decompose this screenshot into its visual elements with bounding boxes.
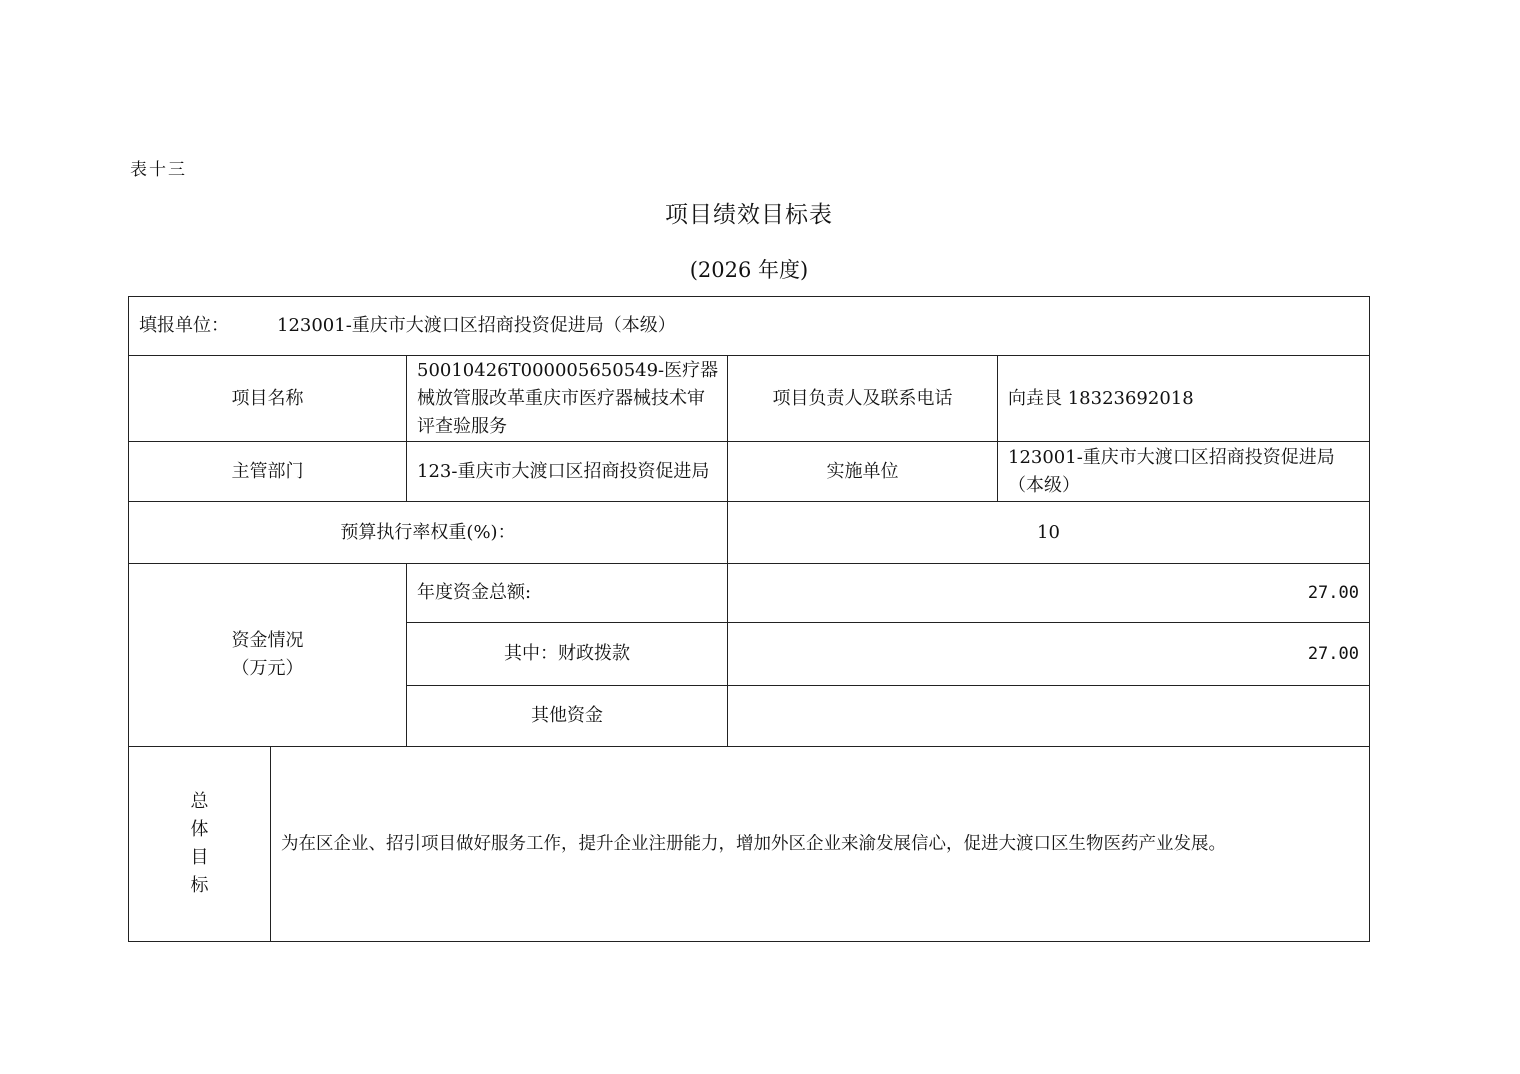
project-leader-value	[997, 355, 1370, 442]
department-label	[128, 441, 407, 502]
project-name-value	[406, 355, 728, 442]
implementer-value	[997, 441, 1370, 502]
implementer-label-text: 实施单位	[826, 460, 899, 482]
overall-goal-label	[128, 746, 271, 942]
funding-fiscal-value-text: 27.00	[1307, 644, 1359, 664]
overall-goal-label-char: 目	[190, 847, 209, 868]
page-subtitle: (2026 年度)	[689, 258, 809, 282]
funding-other-label	[406, 685, 728, 747]
funding-other-label-text: 其他资金	[531, 705, 603, 726]
implementer-label	[727, 441, 998, 502]
filing-unit-label: 填报单位：	[139, 315, 229, 336]
department-value-text: 123-重庆市大渡口区招商投资促进局	[417, 460, 710, 482]
funding-total-value	[727, 563, 1370, 623]
table-label: 表十三	[130, 160, 187, 180]
department-label-text: 主管部门	[231, 460, 304, 482]
budget-weight-label	[128, 501, 728, 564]
funding-fiscal-value	[727, 622, 1370, 686]
overall-goal-content	[270, 746, 1370, 942]
funding-fiscal-label	[406, 622, 728, 686]
overall-goal-label-char: 标	[190, 875, 209, 896]
project-leader-value-text: 向垚艮 18323692018	[1008, 387, 1194, 409]
budget-weight-label-text: 预算执行率权重(%)：	[340, 521, 516, 543]
project-leader-label	[727, 355, 998, 442]
overall-goal-label-char: 总	[190, 791, 209, 812]
funding-label-line1: 资金情况	[231, 630, 304, 651]
funding-fiscal-label-text: 其中：财政拨款	[504, 643, 630, 664]
filing-unit-value: 123001-重庆市大渡口区招商投资促进局（本级）	[277, 315, 676, 336]
funding-other-value	[727, 685, 1370, 747]
budget-weight-value-text: 10	[1037, 521, 1060, 543]
funding-label-line2: （万元）	[231, 658, 304, 679]
department-value	[406, 441, 728, 502]
filing-unit-row	[128, 296, 1370, 356]
implementer-value-text: 123001-重庆市大渡口区招商投资促进局（本级）	[1008, 446, 1335, 496]
funding-label	[128, 563, 407, 747]
project-name-value-text: 50010426T000005650549-医疗器械放管服改革重庆市医疗器械技术审评查验服务	[417, 359, 719, 437]
overall-goal-label-char: 体	[190, 819, 209, 840]
project-leader-label-text: 项目负责人及联系电话	[772, 387, 953, 409]
project-name-label-text: 项目名称	[231, 387, 304, 409]
budget-weight-value	[727, 501, 1370, 564]
page-title: 项目绩效目标表	[665, 202, 833, 228]
project-name-label	[128, 355, 407, 442]
funding-total-label	[406, 563, 728, 623]
funding-total-label-text: 年度资金总额:	[417, 582, 532, 603]
funding-total-value-text: 27.00	[1307, 583, 1359, 603]
overall-goal-content-text: 为在区企业、招引项目做好服务工作，提升企业注册能力，增加外区企业来渝发展信心，促进大渡口区生物医药产业发展。	[281, 834, 1226, 854]
